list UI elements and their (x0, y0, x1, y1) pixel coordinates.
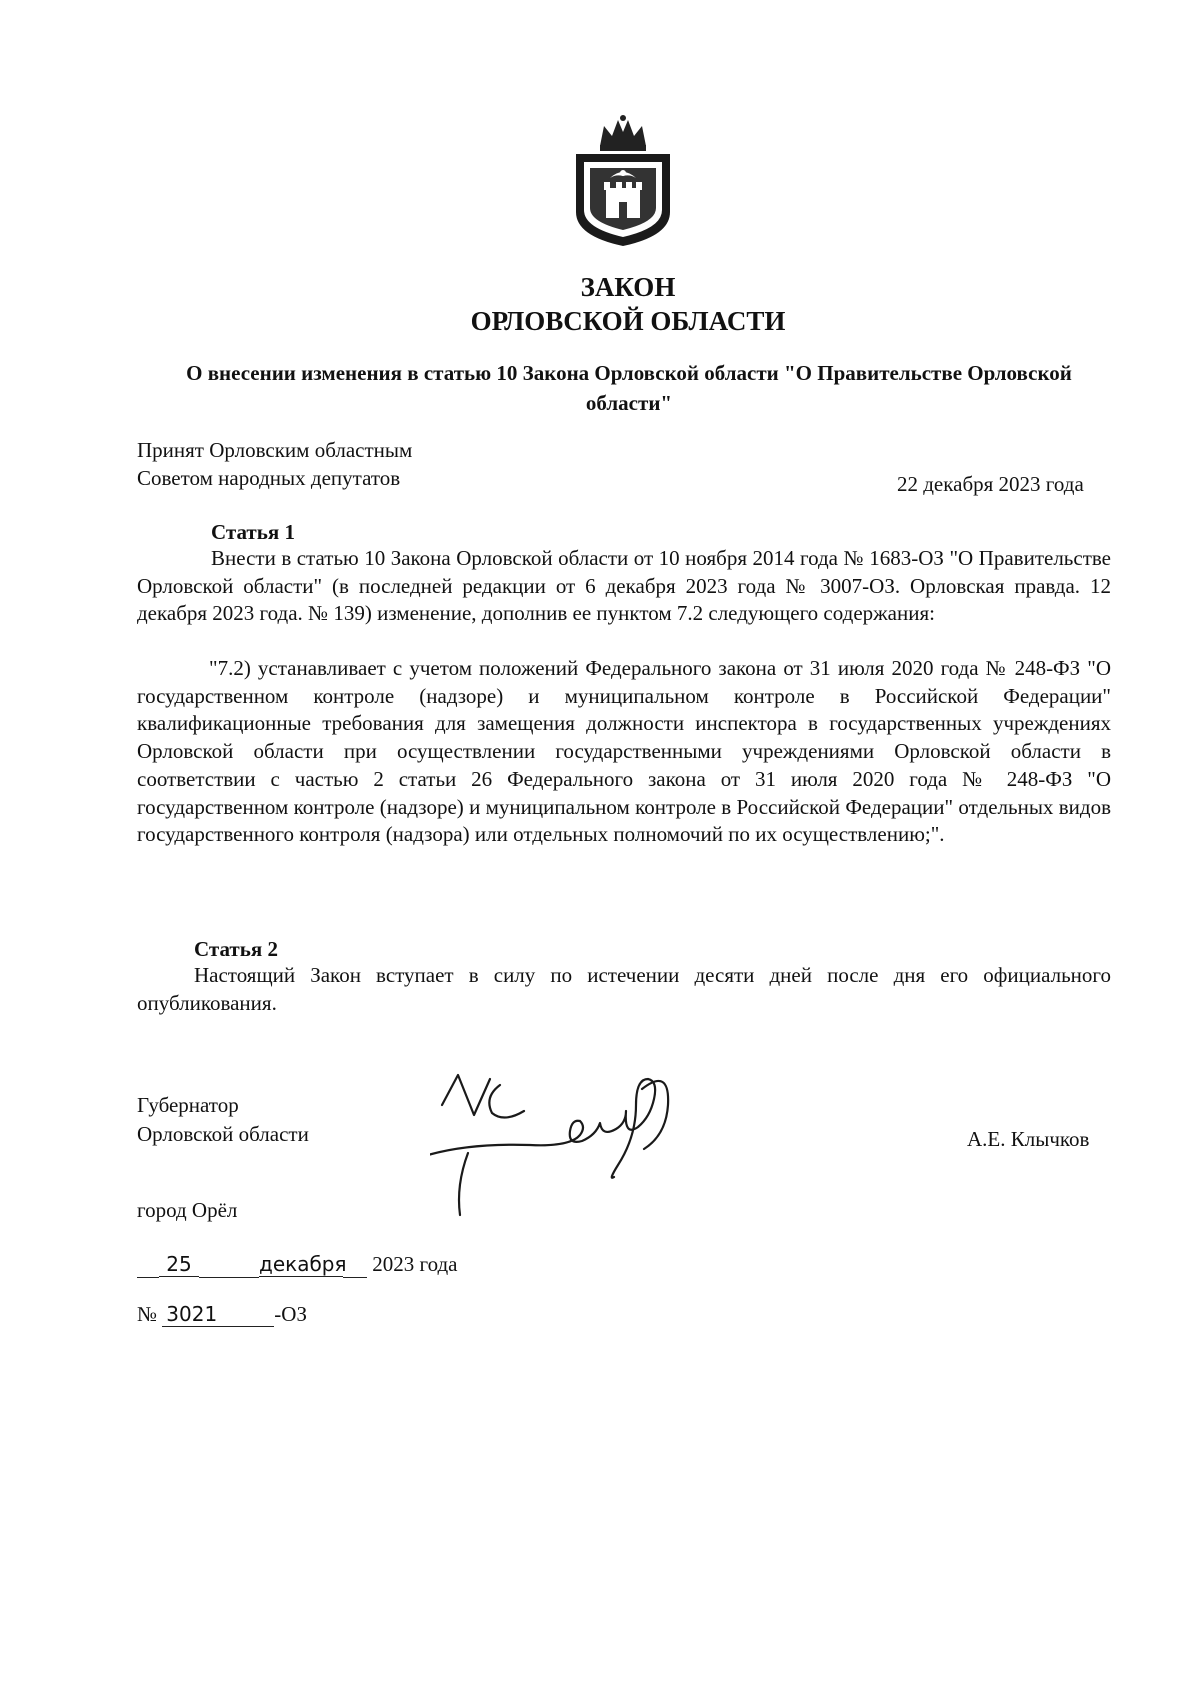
coat-of-arms-icon (570, 112, 676, 248)
article-1-paragraph: Внести в статью 10 Закона Орловской области от 10 ноября 2014 года № 1683-ОЗ "О Правительстве Орловской области" (в последней редакции от 6 декабря 2023 года № 3007-ОЗ. Орловская правда. 12 декабря 2023 года. № 139) изменение, дополнив ее пунктом 7.2 следующего содержания: (137, 546, 1111, 626)
adoption-body (137, 436, 412, 492)
signing-day: 25 (159, 1252, 199, 1277)
article-2-paragraph: Настоящий Закон вступает в силу по истечении десяти дней после дня его официального опубликования. (137, 963, 1111, 1015)
law-number (137, 1300, 307, 1328)
article-2-text (137, 962, 1111, 1017)
signing-year: 2023 года (372, 1252, 458, 1276)
signatory-position-line-1: Губернатор (137, 1093, 239, 1117)
adoption-date: 22 декабря 2023 года (897, 472, 1084, 496)
article-1-text (137, 545, 1111, 628)
adoption-line-1: Принят Орловским областным (137, 438, 413, 462)
date-underline-mid (199, 1255, 259, 1278)
document-region-title: ОРЛОВСКОЙ ОБЛАСТИ (470, 306, 786, 336)
date-underline-lead (137, 1255, 159, 1278)
date-underline-tail (343, 1255, 367, 1278)
article-2-title: Статья 2 (194, 937, 278, 961)
signing-date (137, 1250, 458, 1278)
signatory-position (137, 1091, 309, 1149)
law-number-prefix: № (137, 1302, 158, 1326)
document-type-title: ЗАКОН (580, 272, 676, 302)
article-1-quote-paragraph: "7.2) устанавливает с учетом положений Федерального закона от 31 июля 2020 года № 248-ФЗ "О государственном контроле (надзоре) и муниципальном контроле в Российской Федерации" квалификационные требования для замещения должности инспектора в государственных учреждениях Орловской области при осуществлении государственными учреждениями Орловской области в соответствии с частью 2 статьи 26 Федерального закона от 31 июля 2020 года № 248-ФЗ "О государственном контроле (надзоре) и муниципальном контроле в Российской Федерации" отдельных видов государственного контроля (надзора) или отдельных полномочий по их осуществлению;". (137, 656, 1111, 847)
signing-month: декабря (259, 1252, 347, 1276)
article-1-quote (137, 655, 1111, 849)
signatory-name: А.Е. Клычков (967, 1127, 1090, 1151)
signatory-position-line-2: Орловской области (137, 1122, 309, 1146)
law-number-value: 3021 (162, 1302, 274, 1327)
signing-city: город Орёл (137, 1198, 238, 1222)
law-number-suffix: -ОЗ (274, 1302, 307, 1326)
article-1-title: Статья 1 (211, 520, 295, 544)
adoption-line-2: Советом народных депутатов (137, 466, 401, 490)
document-subtitle: О внесении изменения в статью 10 Закона Орловской области "О Правительстве Орловской области" (186, 361, 1072, 415)
signature-icon (430, 1065, 690, 1225)
